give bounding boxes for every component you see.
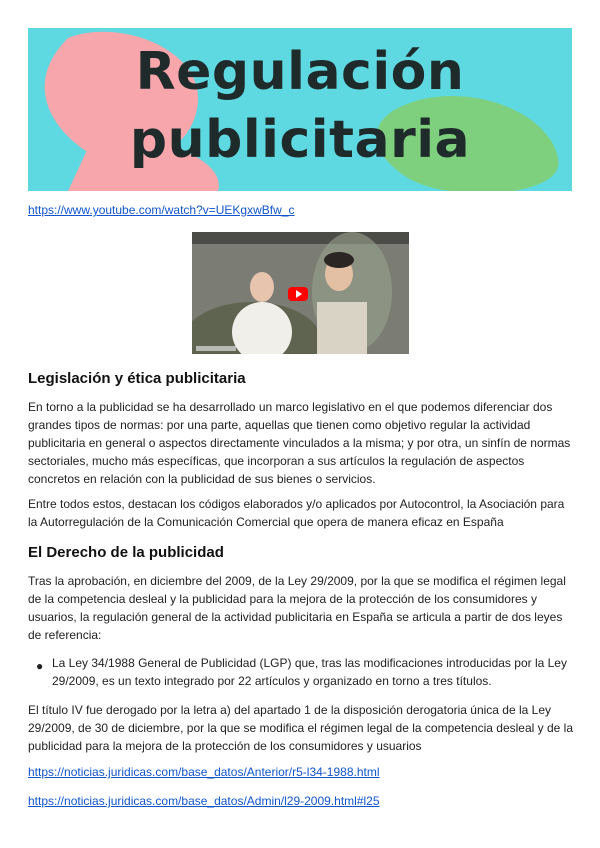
section-heading-derecho: El Derecho de la publicidad (28, 544, 224, 561)
youtube-play-icon[interactable] (288, 287, 308, 301)
paragraph-derecho-2: El título IV fue derogado por la letra a) del apartado 1 de la disposición derogatoria única de la Ley 29/2009, de 30 de diciembre, por la que se modifica el régimen legal de la competencia desleal y de la publicidad para la mejora de la protección de los consumidores y usuarios (28, 703, 574, 753)
video-thumbnail[interactable] (192, 232, 409, 354)
paragraph-legislacion-1: En torno a la publicidad se ha desarrollado un marco legislativo en el que podemos diferenciar dos grandes tipos de normas: por una parte, aquellas que tienen como objetivo regular la actividad publicitaria en general o aspectos directamente vinculados a la misma; y por otra, un sinfín de normas sectoriales, mucho más específicas, que incorporan a sus artículos la regulación de aspectos concretos en relación con la publicidad de sus bienes o servicios. (28, 400, 571, 486)
list-item: La Ley 34/1988 General de Publicidad (LGP) que, tras las modificaciones introducidas por la Ley 29/2009, es un texto integrado por 22 artículos y organizado en torno a tres títulos. (52, 656, 567, 688)
video-link[interactable]: https://www.youtube.com/watch?v=UEKgxwBfw_c (28, 203, 295, 217)
bullet-icon: ● (36, 659, 44, 673)
paragraph-derecho-1: Tras la aprobación, en diciembre del 2009, de la Ley 29/2009, por la que se modifica el régimen legal de la competencia desleal y la publicidad para la mejora de la protección de los consumidores y usuarios, la regulación general de la actividad publicitaria en España se articula a partir de dos leyes de referencia: (28, 574, 566, 642)
paragraph-legislacion-2: Entre todos estos, destacan los códigos elaborados y/o aplicados por Autocontrol, la Asociación para la Autorregulación de la Comunicación Comercial que opera de manera eficaz en España (28, 497, 565, 529)
page-title: Regulación publicitaria (129, 42, 471, 170)
header-banner (28, 28, 572, 191)
link-ley-2009[interactable]: https://noticias.juridicas.com/base_datos/Admin/l29-2009.html#l25 (28, 794, 380, 808)
section-heading-legislacion: Legislación y ética publicitaria (28, 370, 246, 387)
link-ley-1988[interactable]: https://noticias.juridicas.com/base_datos/Anterior/r5-l34-1988.html (28, 765, 380, 779)
